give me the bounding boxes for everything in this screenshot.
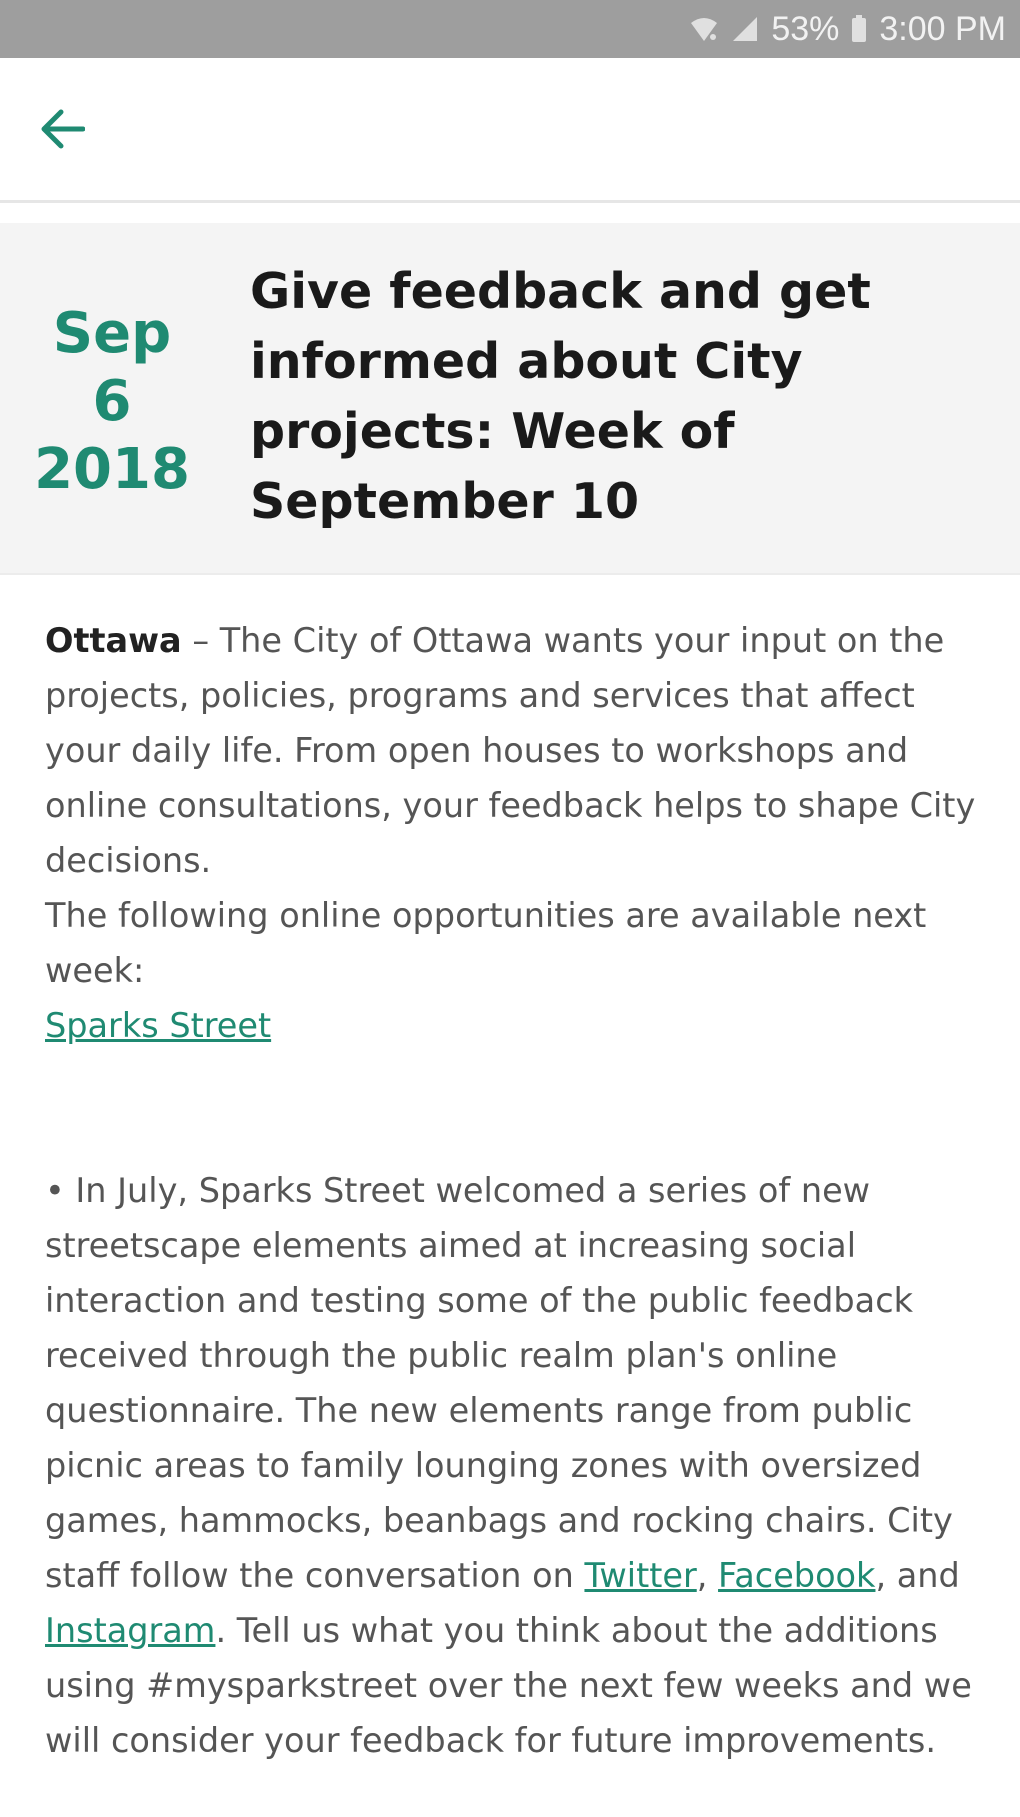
date-month: Sep xyxy=(52,301,172,366)
separator: , and xyxy=(875,1556,960,1595)
status-bar xyxy=(0,0,1020,58)
date-day: 6 xyxy=(92,369,132,434)
spacer xyxy=(0,203,1020,223)
battery-percent: 53% xyxy=(771,9,840,48)
lead-text: – The City of Ottawa wants your input on the projects, policies, programs and services that affect your daily life. From open houses to workshops and online consultations, your feedback helps to shape City decisions. xyxy=(45,621,976,880)
instagram-link[interactable]: Instagram xyxy=(45,1611,216,1650)
article-body xyxy=(0,575,1020,1768)
spacer xyxy=(45,1053,980,1163)
lead-paragraph xyxy=(45,613,980,888)
separator: , xyxy=(696,1556,719,1595)
twitter-link[interactable]: Twitter xyxy=(584,1556,697,1595)
back-button[interactable] xyxy=(32,99,92,159)
article-date xyxy=(0,223,224,573)
sparks-street-link[interactable]: Sparks Street xyxy=(45,1006,272,1045)
date-year: 2018 xyxy=(34,437,190,502)
bullet-text: • In July, Sparks Street welcomed a series of new streetscape elements aimed at increasing social interaction and testing some of the public feedback received through the public realm plan's online questionnaire. The new elements range from public picnic areas to family lounging zones with oversized games, hammocks, beanbags and rocking chairs. City staff follow the conversation on xyxy=(45,1171,953,1595)
following-text: The following online opportunities are available next week: xyxy=(45,896,927,990)
battery-icon xyxy=(851,15,867,43)
article-title: Give feedback and get informed about City projects: Week of September 10 xyxy=(250,263,871,530)
signal-icon xyxy=(731,15,759,43)
article-header xyxy=(0,223,1020,575)
tail-text: . Tell us what you think about the additions using #mysparkstreet over the next few weeks and we will consider your feedback for future improvements. xyxy=(45,1611,972,1760)
lead-place: Ottawa xyxy=(45,621,182,660)
bullet-paragraph xyxy=(45,1163,980,1768)
facebook-link[interactable]: Facebook xyxy=(718,1556,876,1595)
clock-time: 3:00 PM xyxy=(879,9,1006,48)
wifi-icon xyxy=(689,15,719,43)
back-arrow-icon xyxy=(39,108,85,150)
app-bar xyxy=(0,58,1020,203)
